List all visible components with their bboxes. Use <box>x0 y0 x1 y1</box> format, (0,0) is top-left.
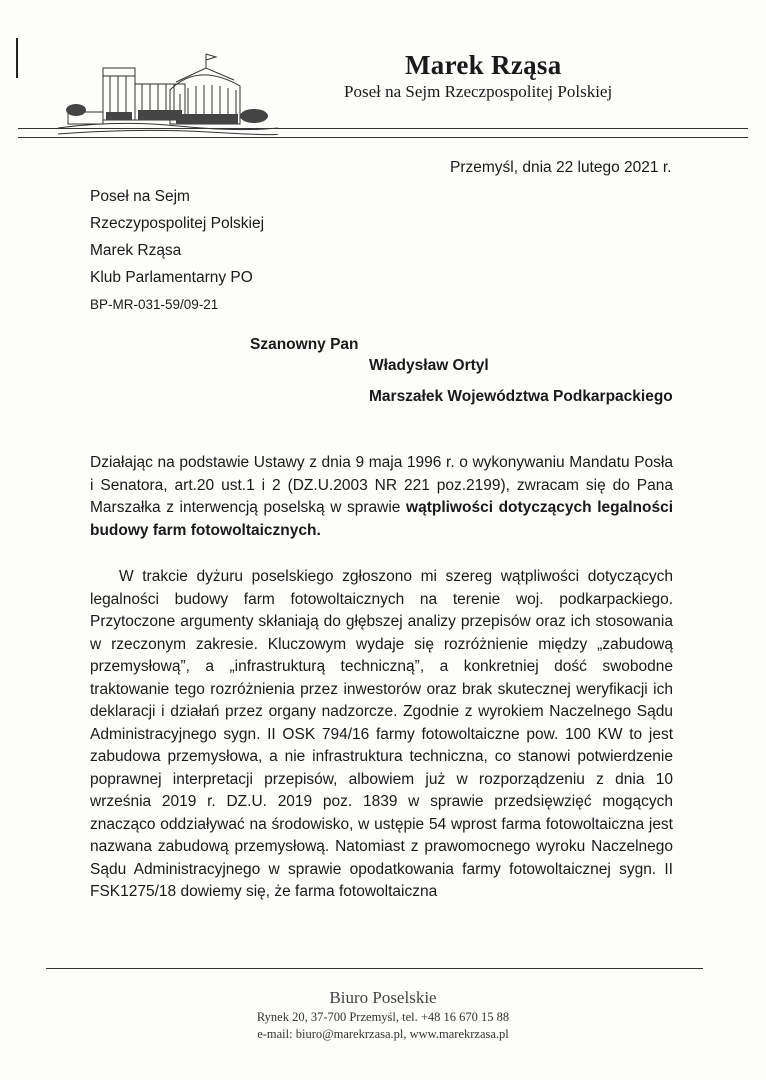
intro-paragraph <box>90 452 673 542</box>
main-paragraph <box>90 566 673 904</box>
reference-number: BP-MR-031-59/09-21 <box>90 297 219 312</box>
sender-line: Poseł na Sejm <box>90 188 190 205</box>
recipient-name: Władysław Ortyl <box>369 357 489 374</box>
sender-block <box>90 183 264 318</box>
footer-contact: e-mail: biuro@marekrzasa.pl, www.marekrzasa.pl <box>257 1027 509 1041</box>
sejm-building-icon <box>58 50 278 140</box>
intro-text: Działając na podstawie Ustawy z dnia 9 maja 1996 r. o wykonywaniu Mandatu Posła i Senatora, art.20 ust.1 i 2 (DZ.U.2003 NR 221 poz.2199), zwracam się do Pana Marszałka z interwencją poselską w sprawie <box>90 454 673 516</box>
footer-address: Rynek 20, 37-700 Przemyśl, tel. +48 16 670 15 88 <box>256 1010 510 1024</box>
footer-divider <box>46 968 703 969</box>
main-text: W trakcie dyżuru poselskiego zgłoszono mi szereg wątpliwości dotyczących legalności budowy farm fotowoltaicznych na terenie woj. podkarpackiego. Przytoczone argumenty skłaniają do głębszej analizy przepisów oraz ich stosowania w rzeczonym zakresie. Kluczowym wydaje się rozróżnienie między „zabudową przemysłową”, a „infrastrukturą techniczną”, a konkretniej dość swobodne traktowanie tego rozróżnienia przez inwestorów oraz brak skutecznej weryfikacji ich deklaracji i działań przez organy nadzorcze. Zgodnie z wyrokiem Naczelnego Sądu Administracyjnego sygn. II OSK 794/16 farmy fotowoltaiczne pow. 100 KW to jest zabudowa przemysłowa, a nie infrastruktura techniczna, co stanowi potwierdzenie poprawnej interpretacji przepisów, albowiem już w rozporządzeniu z dnia 10 września 2019 r. DZ.U. 2019 poz. 1839 w sprawie przedsięwzięć mogących znacząco oddziaływać na środowisko, w ustępie 54 wprost farma fotowoltaiczna jest nazwana zabudową przemysłową. Natomiast z prawomocnego wyroku Naczelnego Sądu Administracyjnego w sprawie opodatkowania farmy fotowoltaicznej sygn. II FSK1275/18 dowiemy się, że farma fotowoltaiczna <box>90 568 673 900</box>
sender-line: Marek Rząsa <box>90 242 182 259</box>
header-divider <box>18 128 748 138</box>
place-date: Przemyśl, dnia 22 lutego 2021 r. <box>450 159 672 176</box>
recipient-title: Marszałek Województwa Podkarpackiego <box>369 388 673 405</box>
salutation: Szanowny Pan <box>250 336 359 353</box>
sender-line: Klub Parlamentarny PO <box>90 269 253 286</box>
header-subtitle: Poseł na Sejm Rzeczpospolitej Polskiej <box>344 82 613 101</box>
header-name: Marek Rząsa <box>405 50 562 80</box>
sender-line: Rzeczypospolitej Polskiej <box>90 215 265 232</box>
footer-office: Biuro Poselskie <box>329 988 437 1007</box>
intro-bold-text: wątpliwości dotyczących legalności budowy farm fotowoltaicznych. <box>90 499 673 539</box>
scan-margin-mark <box>16 38 18 78</box>
